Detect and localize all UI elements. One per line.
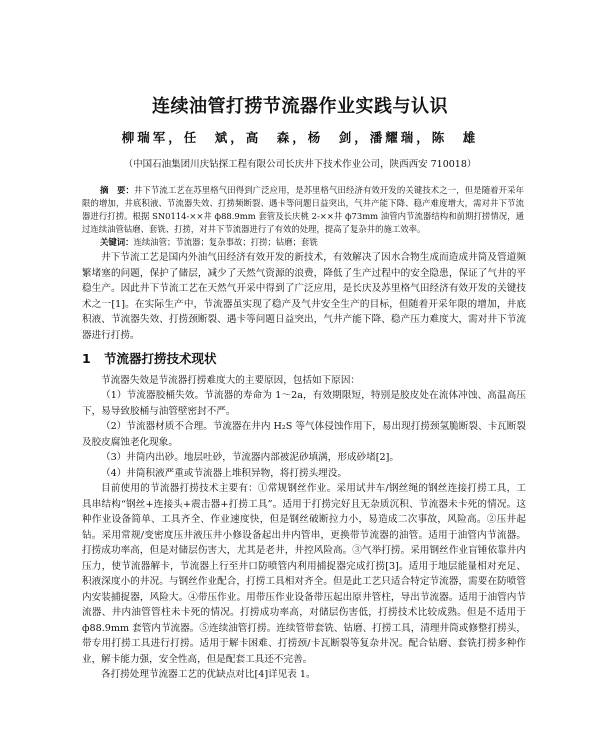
paragraph: （4）井筒积液严重或节流器上堆积异物，将打捞头埋没。: [101, 467, 347, 479]
keywords: [82, 236, 524, 249]
main-text: [82, 250, 526, 683]
abstract-block: [82, 184, 524, 249]
paragraph: 目前使用的节流器打捞技术主要有：①常规钢丝作业。采用试井车/钢丝绳的钢丝连接打捞工具，工具串结构“钢丝+连接头+震击器+打捞工具”。适用于打捞完好且无杂质沉积、节流器未卡死的情况。这种作业设备简单、工具齐全、作业速度快，但是钢丝破断拉力小，易造成二次事故，风险高。②压井起钻。采用常规/变密度压井液压井小修设备起出井内管串，更换带节流器的油管。适用于油管内节流器。打捞成功率高，但是对储层伤害大，尤其是老井，井控风险高。③气举打捞。采用钢丝作业盲锤依靠井内压力，使节流器解卡，节流器上行至井口防喷管内利用捕捉器完成打捞[3]。适用于地层能量相对充足、积液深度小的井况。与钢丝作业配合，打捞工具相对齐全。但是此工艺只适合特定节流器，需要在防喷管内安装捕捉器，风险大。④带压作业。用带压作业设备带压起出原井管柱，导出节流器。适用于油管内节流器、井内油管管柱未卡死的情况。打捞成功率高，对储层伤害低，打捞技术比较成熟。但是不适用于 ф88.9mm 套管内节流器。⑤连续油管打捞。连续管带套铣、钻磨、打捞工具，清理井筒或修整打捞头，带专用打捞工具进行打捞。适用于解卡困难、打捞颈/卡瓦断裂等复杂井况。配合钻磨、套铣打捞多种作业，解卡能力强，安全性高，但是配套工具还不完善。: [82, 483, 526, 665]
affiliation: （中国石油集团川庆钻探工程有限公司长庆井下技术作业公司，陕西西安 710018）: [123, 159, 477, 170]
section-title: 节流器打捞技术现状: [104, 351, 217, 366]
section-number: 1: [82, 351, 91, 366]
abstract-label: 摘 要：: [100, 185, 134, 195]
paper-title: 连续油管打捞节流器作业实践与认识: [152, 96, 448, 117]
keywords-label: 关键词：: [100, 237, 134, 247]
paragraph: （2）节流器材质不合理。节流器在井内 H₂S 等气体侵蚀作用下，易出现打捞颈氢脆断裂、卡瓦断裂及胶皮腐蚀老化现象。: [82, 421, 526, 448]
keywords-text: 连续油管；节流器；复杂事故；打捞；钻磨；套铣: [133, 237, 318, 247]
section-heading: [82, 351, 526, 367]
intro-paragraph: 井下节流工艺是国内外油气田经济有效开发的新技术，有效解决了因水合物生成而造成井筒及管道频繁堵塞的问题，保护了储层，减少了天然气资源的浪费，降低了生产过程中的安全隐患，保证了气井的平稳生产。因此井下节流工艺在天然气开采中得到了广泛应用，是长庆及苏里格气田经济有效开发的关键技术之一[1]。在实际生产中，节流器虽实现了稳产及气井安全生产的目标，但随着开采年限的增加，井底积液、节流器失效、打捞颈断裂、遇卡等问题日益突出，气井产能下降、稳产压力难度大，需对井下节流器进行打捞。: [82, 252, 526, 341]
abstract: [82, 184, 524, 236]
author-list: 柳瑞军，任 斌，高 森，杨 剑，潘耀瑞，陈 雄: [121, 130, 479, 145]
paragraph: （3）井筒内出砂。地层吐砂，节流器内部被泥砂填满，形成砂堵[2]。: [101, 452, 399, 463]
paragraph: （1）节流器胶桶失效。节流器的寿命为 1～2a，有效期限短，特别是胶皮处在流体冲蚀、高温高压下，易导致胶桶与油管壁密封不严。: [82, 390, 526, 417]
paragraph: 节流器失效是节流器打捞难度大的主要原因，包括如下原因：: [101, 374, 361, 386]
paragraph: 各打捞处理节流器工艺的优缺点对比[4]详见表 1。: [101, 669, 316, 680]
abstract-text: 井下节流工艺在苏里格气田得到广泛应用，是苏里格气田经济有效开发的关键技术之一，但是随着开采年限的增加，井底积液、节流器失效、打捞频断裂、遇卡等问题日益突出，气井产能下降、稳产难度增大，需对井下节流器进行打捞。根据 SN0114-××井 ф88.9mm 套管及长庆桃 2-××井 ф73mm 油管内节流器结构和前期打捞情况，通过连续油管钻磨、套铣、打捞，对井下节流器进行了有效的处理，提高了复杂井的施工效率。: [82, 185, 525, 234]
